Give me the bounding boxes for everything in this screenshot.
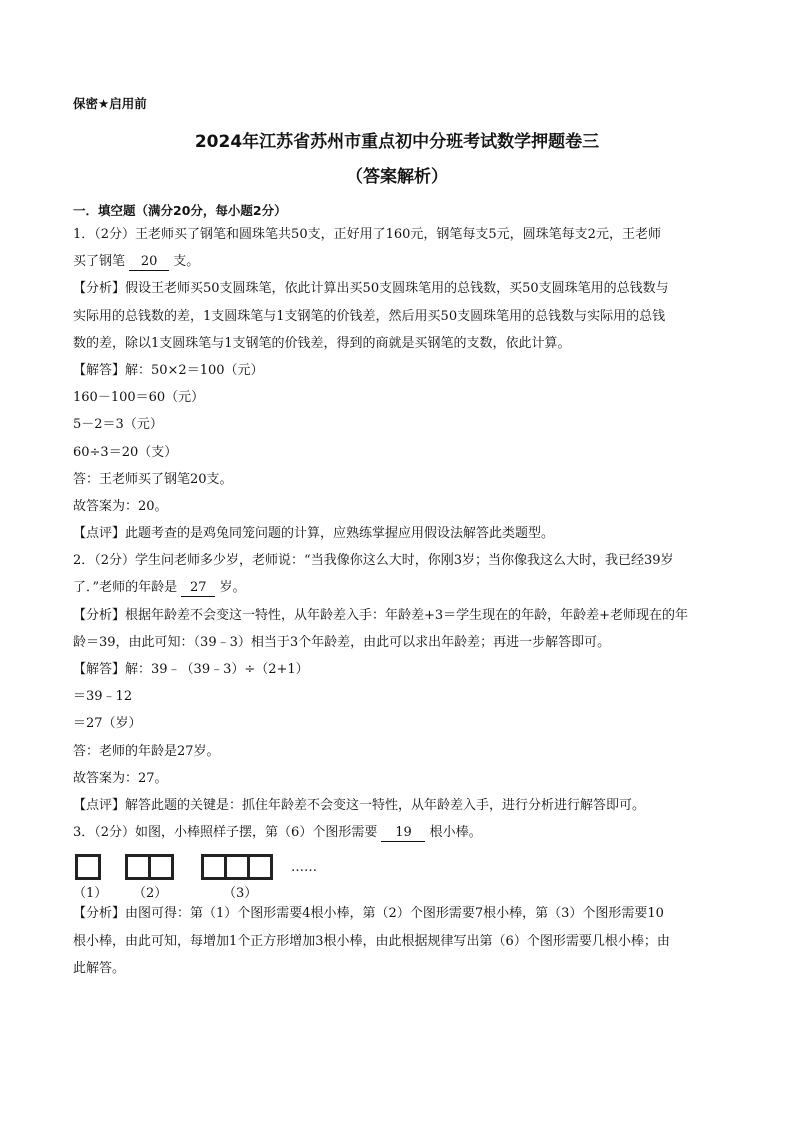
q1-comment-line: 【点评】此题考查的是鸡兔同笼问题的计算，应熟练掌握应用假设法解答此类题型。 [73, 526, 555, 542]
q2-stem-line1: 2．（2分）学生问老师多少岁，老师说：“当我像你这么大时，你刚3岁；当你像我这么大时，我已经39岁 [73, 553, 674, 569]
q1-answer-blank: 20 [129, 254, 169, 271]
q1-analysis-line: 实际用的总钱数的差，1支圆珠笔与1支钢笔的价钱差，然后用买50支圆珠笔用的总钱数与实际用的总钱 [73, 308, 666, 324]
q1-stem-post: 支。 [173, 254, 200, 270]
figure-label: （1） [73, 886, 108, 902]
figure-label: （3） [223, 886, 258, 902]
q2-solution-line: ＝39﹣12 [73, 689, 133, 705]
q2-comment-line: 【点评】解答此题的关键是：抓住年龄差不会变这一特性，从年龄差入手，进行分析进行解答即可。 [73, 797, 646, 813]
matchstick-squares-figure [73, 852, 729, 900]
page-title: 2024年江苏省苏州市重点初中分班考试数学押题卷三 [194, 132, 600, 152]
q1-stem-line2 [73, 248, 729, 275]
q3-analysis-line: 此解答。 [73, 960, 126, 976]
q3-analysis-line: 【分析】由图可得：第（1）个图形需要4根小棒，第（2）个图形需要7根小棒，第（3）个图形需要10 [73, 906, 664, 922]
confidential-label: 保密★启用前 [73, 96, 147, 111]
q3-answer-blank: 19 [381, 825, 425, 842]
q2-solution-line: ＝27（岁） [73, 716, 142, 732]
q1-solution-line: 60÷3＝20（支） [73, 444, 178, 460]
q2-solution-line: 【解答】解：39﹣（39﹣3）÷（2+1） [73, 662, 309, 677]
q1-stem-pre: 买了钢笔 [73, 254, 126, 270]
figure-ellipsis: …… [291, 860, 317, 876]
q1-analysis-line: 数的差，除以1支圆珠笔与1支钢笔的价钱差，得到的商就是买钢笔的支数，依此计算。 [73, 335, 571, 351]
q1-analysis-line: 【分析】假设王老师买50支圆珠笔，依此计算出买50支圆珠笔用的总钱数，买50支圆珠笔用的总钱数与 [73, 281, 669, 297]
page-subtitle: （答案解析） [346, 167, 448, 187]
q2-solution-line: 故答案为：27。 [73, 770, 168, 786]
q2-analysis-line: 【分析】根据年龄差不会变这一特性，从年龄差入手：年龄差+3＝学生现在的年龄，年龄差+老师现在的年 [73, 607, 689, 623]
q2-solution-line: 答：老师的年龄是27岁。 [73, 743, 220, 759]
q3-stem-pre: 3．（2分）如图，小棒照样子摆，第（6）个图形需要 [73, 825, 378, 841]
document-body [73, 200, 729, 982]
q2-stem-pre: 了．”老师的年龄是 [73, 580, 178, 596]
section-heading: 一．填空题（满分20分，每小题2分） [73, 203, 287, 218]
q2-analysis-line: 龄＝39，由此可知：（39﹣3）相当于3个年龄差，由此可以求出年龄差；再进一步解答即可。 [73, 634, 611, 650]
q3-analysis-line: 根小棒，由此可知，每增加1个正方形增加3根小棒，由此根据规律写出第（6）个图形需要几根小棒；由 [73, 933, 670, 949]
figure-3-squares [201, 854, 270, 880]
q3-stem-post: 根小棒。 [429, 825, 482, 841]
q1-solution-line: 5－2＝3（元） [73, 417, 163, 433]
q2-stem-line2 [73, 574, 729, 601]
figure-label: （2） [133, 886, 168, 902]
figure-1-squares [75, 854, 98, 880]
q1-solution-line: 160－100＝60（元） [73, 390, 205, 406]
q2-answer-blank: 27 [181, 580, 215, 597]
q3-stem-line1 [73, 819, 729, 846]
q1-solution-line: 故答案为：20。 [73, 498, 168, 514]
q2-stem-post: 岁。 [219, 580, 246, 596]
q1-solution-line: 【解答】解：50×2＝100（元） [73, 362, 264, 378]
q1-stem-line1: 1．（2分）王老师买了钢笔和圆珠笔共50支，正好用了160元，钢笔每支5元，圆珠笔每支2元，王老师 [73, 227, 661, 242]
figure-2-squares [125, 854, 171, 880]
q1-solution-line: 答：王老师买了钢笔20支。 [73, 471, 233, 487]
